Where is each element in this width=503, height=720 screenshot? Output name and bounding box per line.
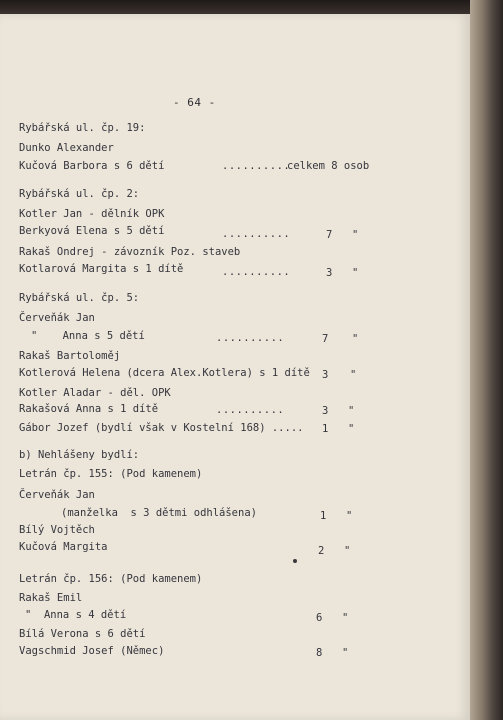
count-value: 3: [326, 267, 333, 279]
ink-speck: [293, 559, 297, 563]
page-number: - 64 -: [173, 96, 216, 109]
leader-dots: ..........: [216, 404, 285, 416]
count-value: 2: [318, 545, 325, 557]
count-value: 6: [316, 612, 323, 624]
count-value: 7: [322, 333, 329, 345]
section-heading: Rybářská ul. čp. 5:: [19, 292, 140, 304]
binding-shadow-top: [0, 0, 503, 14]
ditto-mark: ": [346, 510, 353, 522]
leader-dots: ..........: [222, 160, 291, 172]
count-value: 1: [322, 423, 329, 435]
document-page: [0, 14, 470, 720]
count-value: 8: [316, 647, 323, 659]
resident-line: Bílý Vojtěch: [19, 524, 95, 536]
ditto-mark: ": [348, 405, 355, 417]
resident-line: Rakaš Ondrej - závozník Poz. staveb: [19, 246, 241, 258]
leader-dots: ..........: [222, 266, 291, 278]
count-value: 3: [322, 405, 329, 417]
resident-line: Červeňák Jan: [19, 489, 95, 501]
resident-line: Berkyová Elena s 5 dětí: [19, 225, 165, 237]
ditto-mark: ": [352, 229, 359, 241]
resident-line: Kučová Barbora s 6 dětí: [19, 160, 165, 172]
resident-line: Rakašová Anna s 1 dítě: [19, 403, 159, 415]
ditto-mark: ": [342, 612, 349, 624]
resident-line: Rakaš Emil: [19, 592, 83, 604]
resident-line: Rakaš Bartoloměj: [19, 350, 121, 362]
resident-line: " Anna s 5 dětí: [31, 330, 145, 342]
ditto-mark: ": [348, 423, 355, 435]
ditto-mark: ": [342, 647, 349, 659]
leader-dots: ..........: [222, 228, 291, 240]
ditto-mark: ": [352, 333, 359, 345]
resident-line: Kotlerová Helena (dcera Alex.Kotlera) s 1 dítě: [19, 367, 310, 379]
section-heading: Rybářská ul. čp. 2:: [19, 188, 140, 200]
section-heading: Letrán čp. 156: (Pod kamenem): [19, 573, 203, 585]
ditto-mark: ": [350, 369, 357, 381]
resident-line: Kotler Jan - dělník OPK: [19, 208, 165, 220]
resident-line: Kučová Margita: [19, 541, 108, 553]
resident-line: " Anna s 4 dětí: [25, 609, 127, 621]
total-persons: celkem 8 osob: [287, 160, 370, 172]
ditto-mark: ": [352, 267, 359, 279]
page-stack-edge: [470, 0, 503, 720]
section-heading: b) Nehlášeny bydlí:: [19, 449, 140, 461]
count-value: 3: [322, 369, 329, 381]
resident-line: Bílá Verona s 6 dětí: [19, 628, 146, 640]
section-heading: Rybářská ul. čp. 19:: [19, 122, 146, 134]
resident-line: Červeňák Jan: [19, 312, 95, 324]
resident-line: (manželka s 3 dětmi odhlášena): [61, 507, 257, 519]
resident-line: Kotlarová Margita s 1 dítě: [19, 263, 184, 275]
count-value: 7: [326, 229, 333, 241]
resident-line: Dunko Alexander: [19, 142, 114, 154]
resident-line: Kotler Aladar - děl. OPK: [19, 387, 171, 399]
section-heading: Letrán čp. 155: (Pod kamenem): [19, 468, 203, 480]
resident-line: Gábor Jozef (bydlí však v Kostelní 168) .....: [19, 422, 304, 434]
count-value: 1: [320, 510, 327, 522]
ditto-mark: ": [344, 545, 351, 557]
resident-line: Vagschmid Josef (Němec): [19, 645, 165, 657]
leader-dots: ..........: [216, 332, 285, 344]
